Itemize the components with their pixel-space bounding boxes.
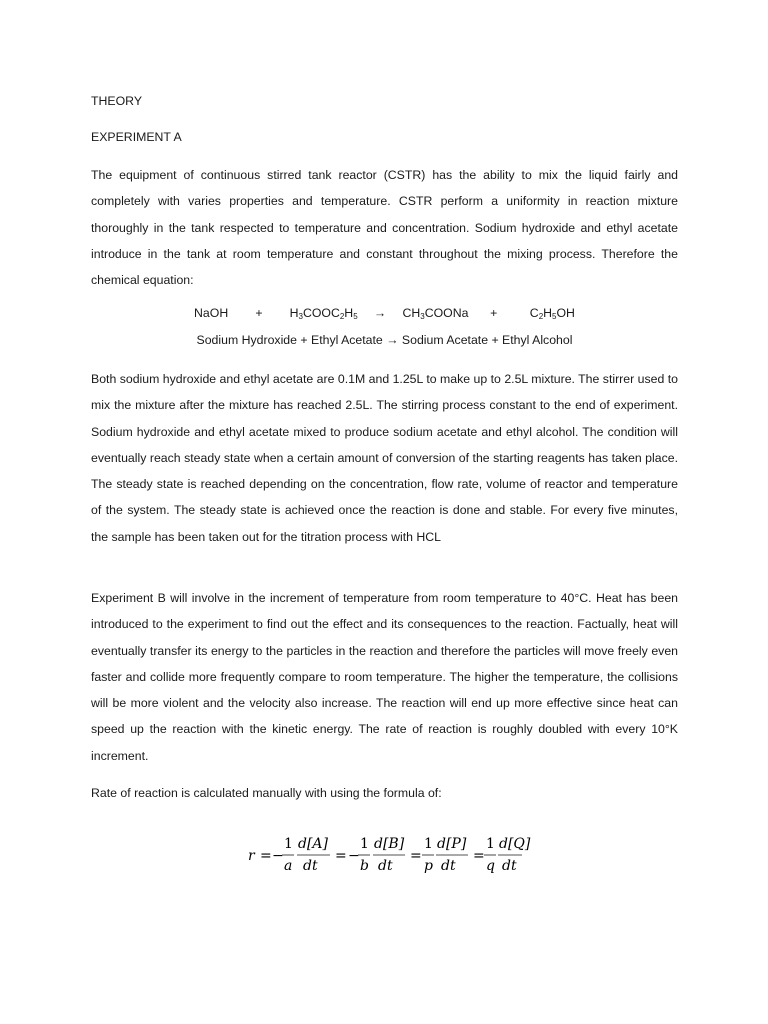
reaction-arrow: → [373, 306, 387, 320]
paragraph-steady-state: Both sodium hydroxide and ethyl acetate are 0.1M and 1.25L to make up to 2.5L mixture. The stirrer used to mix the mixture after the mixture has reached 2.5L. The stirring process constant to the end of experiment. Sodium hydroxide and ethyl acetate mixed to produce sodium acetate and ethyl alcohol. The condition will eventually reach steady state when a certain amount of conversion of the starting reagents has taken place. The steady state is reached depending on the concentration, flow rate, volume of reactor and temperature of the system. The steady state is achieved once the reaction is done and stable. For every five minutes, the sample has been taken out for the titration process with HCL [91, 372, 678, 544]
product-ethanol: $C_2H_5OH$ [529, 306, 575, 321]
plus-sign: + [490, 306, 498, 320]
svg-text:1: 1 [424, 836, 433, 852]
svg-text:=: = [410, 848, 422, 864]
svg-text:dt: dt [303, 858, 318, 874]
svg-text:1: 1 [360, 836, 369, 852]
section-heading: THEORY [91, 94, 143, 108]
plus-sign: + [255, 306, 263, 320]
svg-text:dt: dt [378, 858, 393, 874]
experiment-heading: EXPERIMENT A [91, 130, 182, 144]
svg-text:q: q [486, 858, 495, 874]
svg-text:−: − [348, 848, 360, 864]
svg-text:=: = [260, 848, 272, 864]
svg-text:1: 1 [486, 836, 495, 852]
chemical-equation [91, 306, 678, 321]
svg-text:d[Q]: d[Q] [499, 836, 531, 852]
word-equation: Sodium Hydroxide + Ethyl Acetate → Sodium Acetate + Ethyl Alcohol [196, 333, 573, 347]
svg-text:=: = [473, 848, 485, 864]
svg-text:=: = [335, 848, 347, 864]
rate-formula [0, 830, 768, 883]
product-sodium-acetate: $CH_3COONa$ [402, 306, 469, 321]
paragraph-rate-intro: Rate of reaction is calculated manually with using the formula of: [91, 786, 442, 800]
svg-text:d[B]: d[B] [374, 836, 405, 852]
rate-symbol: r [248, 848, 255, 864]
svg-text:a: a [284, 858, 293, 874]
paragraph-experiment-b: Experiment B will involve in the increment of temperature from room temperature to 40°C. Heat has been introduced to the experiment to find out the effect and its consequences to the reaction. Factually, heat will eventually transfer its energy to the particles in the reaction and therefore the particles will move freely even faster and collide more frequently compare to room temperature. The higher the temperature, the collisions will be more violent and the velocity also increase. The reaction will end up more effective since heat can speed up the reaction with the kinetic energy. The rate of reaction is roughly doubled with every 10°K increment. [91, 591, 678, 763]
svg-text:d[A]: d[A] [298, 836, 328, 852]
paragraph-cstr-intro: The equipment of continuous stirred tank reactor (CSTR) has the ability to mix the liquid fairly and completely with varies properties and temperature. CSTR perform a uniformity in reaction mixture thoroughly in the tank respected to temperature and concentration. Sodium hydroxide and ethyl acetate introduce in the tank at room temperature and constant throughout the mixing process. Therefore the chemical equation: [91, 168, 678, 288]
svg-text:b: b [360, 858, 369, 874]
svg-text:d[P]: d[P] [437, 836, 467, 852]
svg-text:p: p [424, 858, 433, 874]
reactant-ethyl-acetate: $H_3COOC_2H_5$ [289, 306, 358, 321]
svg-text:−: − [272, 848, 284, 864]
reactant-naoh: NaOH [194, 306, 229, 320]
svg-text:dt: dt [441, 858, 456, 874]
rate-formula-svg [244, 830, 531, 880]
svg-text:1: 1 [284, 836, 293, 852]
svg-text:dt: dt [502, 858, 517, 874]
